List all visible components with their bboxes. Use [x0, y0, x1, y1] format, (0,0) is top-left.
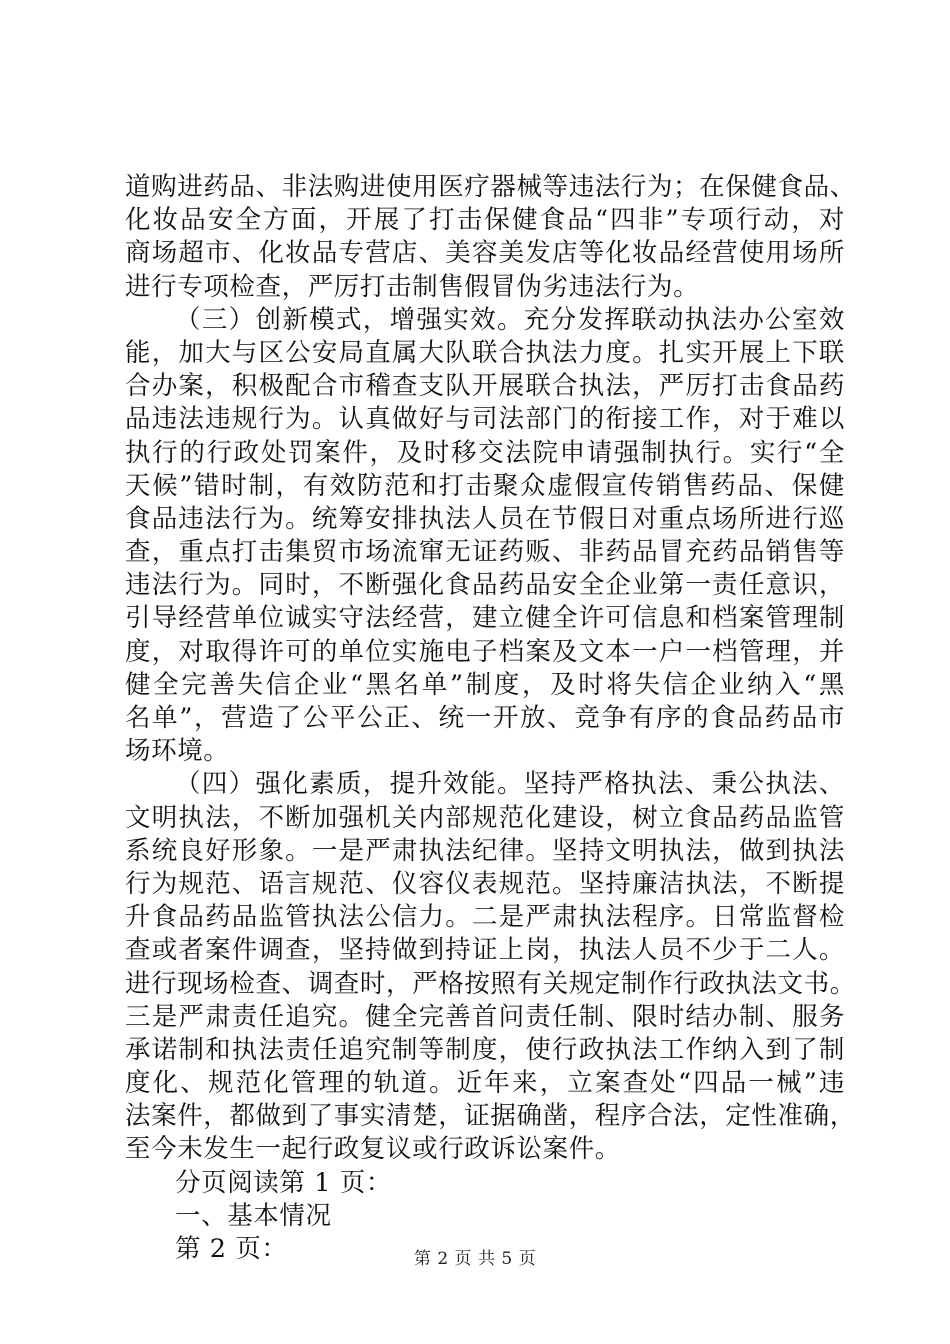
text-line: 度化、规范化管理的轨道。近年来，立案查处“四品一械”违: [125, 1068, 845, 1099]
text-line: 三是严肃责任追究。健全完善首问责任制、限时结办制、服务: [125, 1001, 845, 1032]
text-line: 行为规范、语言规范、仪容仪表规范。坚持廉洁执法，不断提: [125, 868, 845, 899]
text-line: 查，重点打击集贸市场流窜无证药贩、非药品冒充药品销售等: [125, 537, 845, 568]
text-line: 文明执法，不断加强机关内部规范化建设，树立食品药品监管: [125, 802, 845, 833]
text-line: 升食品药品监管执法公信力。二是严肃执法程序。日常监督检: [125, 902, 845, 933]
text-line: 品违法违规行为。认真做好与司法部门的衔接工作，对于难以: [125, 404, 845, 435]
text-line: 能，加大与区公安局直属大队联合执法力度。扎实开展上下联: [125, 337, 845, 368]
text-line: 合办案，积极配合市稽查支队开展联合执法，严厉打击食品药: [125, 371, 845, 402]
text-line: 承诺制和执法责任追究制等制度，使行政执法工作纳入到了制: [125, 1034, 845, 1065]
text-line: 引导经营单位诚实守法经营，建立健全许可信息和档案管理制: [125, 603, 845, 634]
text-line: 度，对取得许可的单位实施电子档案及文本一户一档管理，并: [125, 636, 845, 667]
text-line: 至今未发生一起行政复议或行政诉讼案件。: [125, 1134, 621, 1165]
text-line: 分页阅读第 1 页：: [175, 1167, 392, 1198]
page-footer: 第 2 页 共 5 页: [413, 1249, 537, 1269]
text-line: 进行专项检查，严厉打击制售假冒伪劣违法行为。: [125, 271, 700, 302]
text-line: 商场超市、化妆品专营店、美容美发店等化妆品经营使用场所: [125, 238, 845, 269]
text-line: 系统良好形象。一是严肃执法纪律。坚持文明执法，做到执法: [125, 835, 845, 866]
text-line: 查或者案件调查，坚持做到持证上岗，执法人员不少于二人。: [125, 935, 845, 966]
text-line: 法案件，都做到了事实清楚，证据确凿，程序合法，定性准确，: [125, 1101, 856, 1132]
document-body: [125, 171, 856, 1266]
text-line: 第 2 页：: [175, 1234, 288, 1264]
text-line: 一、基本情况: [175, 1200, 332, 1231]
text-line: 天候”错时制，有效防范和打击聚众虚假宣传销售药品、保健: [125, 470, 845, 501]
text-line: 执行的行政处罚案件，及时移交法院申请强制执行。实行“全: [125, 437, 845, 468]
text-line: 进行现场检查、调查时，严格按照有关规定制作行政执法文书。: [125, 968, 856, 999]
text-line: （三）创新模式，增强实效。充分发挥联动执法办公室效: [175, 304, 845, 335]
text-line: 道购进药品、非法购进使用医疗器械等违法行为；在保健食品、: [125, 172, 856, 202]
text-line: 违法行为。同时，不断强化食品药品安全企业第一责任意识，: [125, 570, 845, 601]
text-line: 名单”，营造了公平公正、统一开放、竞争有序的食品药品市: [125, 703, 845, 733]
text-line: 食品违法行为。统筹安排执法人员在节假日对重点场所进行巡: [125, 503, 845, 534]
text-line: 场环境。: [125, 736, 230, 767]
text-line: 健全完善失信企业“黑名单”制度，及时将失信企业纳入“黑: [125, 669, 845, 700]
text-line: （四）强化素质，提升效能。坚持严格执法、秉公执法、: [175, 769, 845, 800]
text-line: 化妆品安全方面，开展了打击保健食品“四非”专项行动，对: [125, 205, 845, 236]
